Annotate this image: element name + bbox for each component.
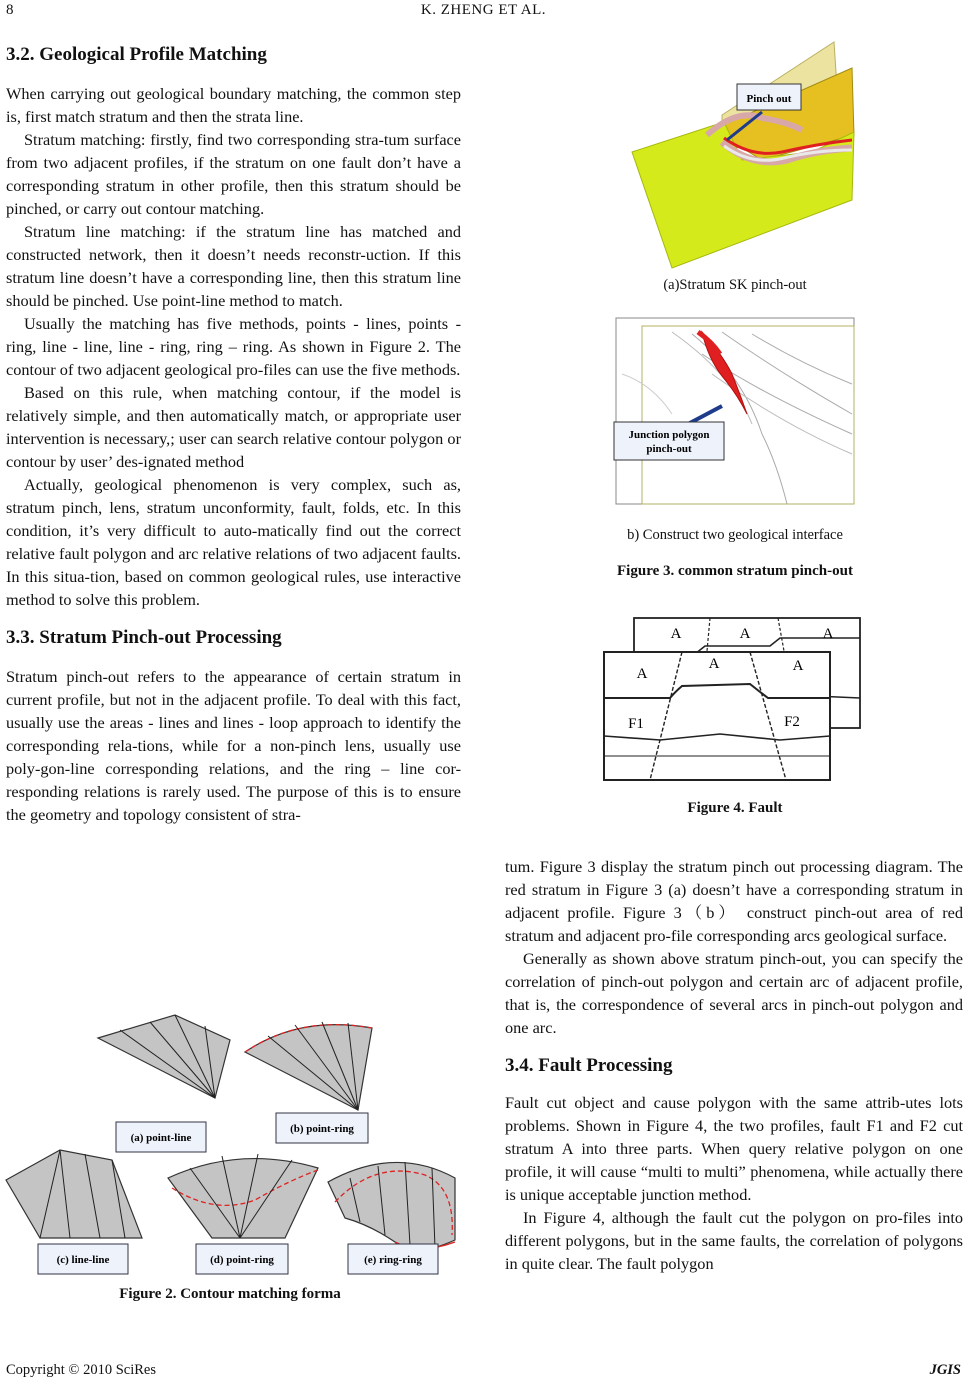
page-number: 8 — [6, 2, 14, 18]
paragraph: tum. Figure 3 display the stratum pinch out processing diagram. The red stratum in Figure 3 (a) doesn’t have a corresponding stratum in adjacent profile. Figure 3（b） construct pinch-out area of red stratum and adjacent pro-file corresponding arcs geological surface. — [505, 857, 963, 945]
fan-a — [98, 1015, 230, 1098]
fig4-back-label: A — [739, 626, 751, 642]
fan-b — [245, 1022, 372, 1110]
figure-3-caption: Figure 3. common stratum pinch-out — [617, 563, 853, 579]
paragraph: Stratum pinch-out refers to the appearance of certain stratum in current profile, but not in the adjacent profile. To deal with this fact, usually use the areas - lines and lines - loop approach to identify the corresponding rela-tions, while for a non-pinch lens, usually use poly-gon-line corresponding relations, and the ring – line cor-responding relations is rarely used. The purpose of this is to ensure the geometry and topology consistent of stra- — [6, 667, 461, 824]
fig4-back-label: A — [670, 626, 682, 642]
figure-3a-subcaption: (a)Stratum SK pinch-out — [663, 277, 807, 293]
fig4-back-label: A — [822, 626, 834, 642]
figure-4-caption: Figure 4. Fault — [687, 800, 783, 816]
left-column — [6, 42, 461, 826]
fig4-fault-label-f2: F2 — [784, 714, 800, 730]
geological-interface-view — [612, 314, 857, 514]
fig2-label-d: (d) point-ring — [210, 1254, 274, 1266]
fan-c — [6, 1150, 142, 1238]
paragraph: In Figure 4, although the fault cut the polygon on pro-files into different polygons, but in the same faults, the correlation of polygons in quite clear. The fault polygon — [505, 1208, 963, 1273]
section-heading-3-4: 3.4. Fault Processing — [505, 1055, 673, 1076]
figure-2 — [0, 1010, 460, 1300]
fig2-label-b: (b) point-ring — [290, 1123, 354, 1135]
paragraph: When carrying out geological boundary matching, the common step is, first match stratum and then the strata line. — [6, 84, 461, 126]
journal-abbreviation: JGIS — [929, 1362, 961, 1378]
figure-3b — [612, 314, 857, 514]
fig2-label-c: (c) line-line — [56, 1254, 110, 1266]
paragraph: Actually, geological phenomenon is very complex, such as, stratum pinch, lens, stratum unconformity, fault, folds, etc. In this condition, it’s very difficult to auto-matically find out the correct relative fault polygon and arc relative relations of two adjacent faults. In this situa-tion, based on common geological rules, use interactive method to solve this problem. — [6, 475, 461, 609]
fig4-front-label: A — [792, 658, 804, 674]
section-heading-3-3: 3.3. Stratum Pinch-out Processing — [6, 627, 282, 648]
stratum-pinch-out-3d-view — [612, 40, 857, 272]
fig3b-callout-line1: Junction polygon — [628, 429, 710, 441]
figure-3a — [612, 40, 857, 272]
fig2-label-a: (a) point-line — [130, 1132, 192, 1144]
figure-2-caption: Figure 2. Contour matching forma — [119, 1286, 341, 1302]
figure-4 — [600, 616, 865, 786]
paragraph: Stratum matching: firstly, find two corresponding stra-tum surface from two adjacent profiles, if the stratum on one fault don’t have a corresponding stratum in other profile, then this stratum should be pinched, or carry out contour matching. — [6, 130, 461, 218]
paragraph: Fault cut object and cause polygon with the same attrib-utes lots problems. Shown in Figure 4, the two profiles, fault F1 and F2 cut stratum A into three parts. When query relative polygon on one profile, it will cause “multi to multi” phenomena, while actually there is unique acceptable junction method. — [505, 1093, 963, 1204]
page-header — [0, 2, 967, 24]
fig4-front-label: A — [708, 656, 720, 672]
fig4-front-label: A — [636, 666, 648, 682]
fig2-label-e: (e) ring-ring — [364, 1254, 422, 1266]
running-head: K. ZHENG ET AL. — [420, 2, 547, 18]
copyright-text: Copyright © 2010 SciRes — [6, 1362, 156, 1378]
paragraph: Based on this rule, when matching contour, if the model is relatively simple, and then automatically match, or appropriate user intervention is necessary,; user can search relative contour polygon or contour by user’ des-ignated method — [6, 383, 461, 471]
fig3b-callout-line2: pinch-out — [646, 443, 692, 455]
right-column — [505, 855, 963, 1275]
figure-3b-subcaption: b) Construct two geological interface — [627, 527, 843, 543]
paragraph: Generally as shown above stratum pinch-out, you can specify the correlation of pinch-out polygon and certain arc of adjacent profile, that is, the correspondence of several arcs in pinch-out polygon and one arc. — [505, 949, 963, 1037]
fan-d — [168, 1154, 318, 1238]
section-heading-3-2: 3.2. Geological Profile Matching — [6, 44, 267, 65]
fan-e — [328, 1162, 455, 1251]
paragraph: Usually the matching has five methods, points - lines, points - ring, line - line, line - ring, ring – ring. As shown in Figure 2. The contour of two adjacent geological pro-files can use the five methods. — [6, 314, 461, 379]
contour-matching-diagram — [0, 1010, 460, 1280]
paragraph: Stratum line matching: if the stratum line has matched and constructed network, then it doesn’t needs reconstr-uction. If this stratum line doesn’t have a corresponding line, then this stratum line should be pinched. Use point-line method to match. — [6, 222, 461, 310]
fig3a-callout: Pinch out — [746, 93, 792, 105]
fig4-fault-label-f1: F1 — [628, 716, 644, 732]
fault-diagram — [600, 616, 865, 786]
